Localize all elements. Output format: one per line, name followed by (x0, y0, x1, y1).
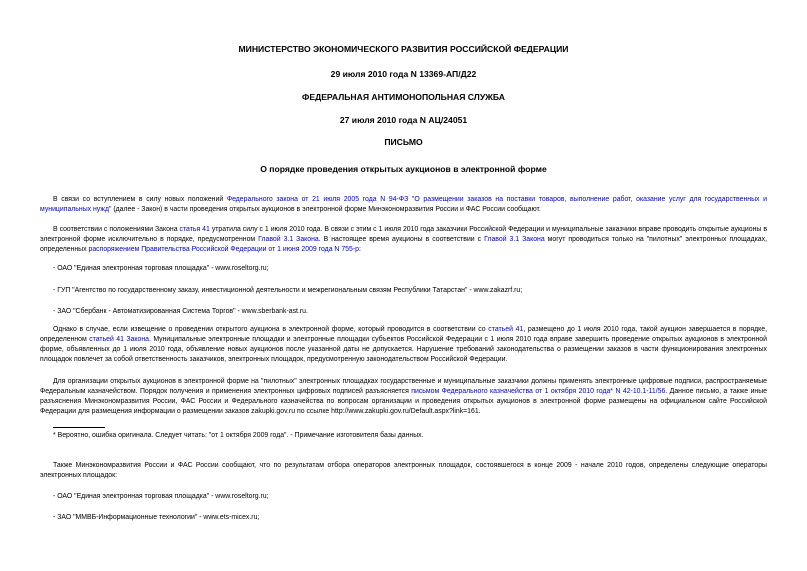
paragraph-intro (40, 195, 767, 215)
document-subject: О порядке проведения открытых аукционов в электронной форме (260, 164, 547, 174)
link-chapter-3-1-second[interactable]: Главой 3.1 Закона (484, 236, 545, 243)
footnote-divider (53, 427, 105, 428)
link-article-41[interactable]: статья 41 (179, 226, 210, 233)
list-item: - ГУП "Агентство по государственному заказу, инвестиционной деятельности и межрегиональным связям Республики Татарстан" - www.zakazrf.ru; (53, 287, 523, 294)
text: . В настоящее время аукционы в соответствии с (318, 236, 485, 243)
service-title: ФЕДЕРАЛЬНАЯ АНТИМОНОПОЛЬНАЯ СЛУЖБА (302, 92, 505, 102)
text: Однако в случае, если извещение о проведении открытого аукциона в электронной форме, который проводится в соответствии со (53, 326, 489, 333)
text: Для организации открытых аукционов в электронной форме на "пилотных" электронных площадках государственные и муниципальные заказчики должны применять электронные цифровые подписи, распространяемые Федеральным казначейством. Порядок получения и применения электронных цифровых подписей разъясняется (40, 378, 767, 395)
paragraph-transition (40, 325, 767, 365)
ministry-title: МИНИСТЕРСТВО ЭКОНОМИЧЕСКОГО РАЗВИТИЯ РОССИЙСКОЙ ФЕДЕРАЦИИ (238, 44, 569, 54)
paragraph-digital-signatures (40, 377, 767, 417)
text: В соответствии с положениями Закона (53, 226, 180, 233)
list-item: - ОАО "Единая электронная торговая площадка" - www.roseltorg.ru; (53, 265, 269, 272)
link-chapter-3-1[interactable]: Главой 3.1 Закона (258, 236, 319, 243)
paragraph-operators: Также Минэкономразвития России и ФАС России сообщают, что по результатам отбора операторов электронных площадок, состоявшегося в конце 2009 - начале 2010 годов, определены следующие операторы электронных площадок: (40, 462, 767, 479)
link-government-order-755r[interactable]: распоряжением Правительства Российской Федерации от 1 июня 2009 года N 755-р (88, 246, 359, 253)
text: В связи со вступлением в силу новых положений (53, 196, 227, 203)
link-federal-law-94fz[interactable]: Федерального закона от 21 июля 2005 года N 94-ФЗ "О размещении заказов на поставки товаров, выполнение работ, оказание услуг для государственных и муниципальных нужд" (40, 196, 767, 213)
text: (далее - Закон) в части проведения открытых аукционов в электронной форме Минэкономразвития России и ФАС России сообщают. (111, 206, 541, 213)
text: : (358, 246, 361, 253)
list-item: - ЗАО "Сбербанк - Автоматизированная Система Торгов" - www.sberbank-ast.ru. (53, 308, 308, 315)
paragraph-article-41 (40, 225, 767, 255)
text: . Данное письмо, а также иные разъяснения Минэкономразвития России, ФАС России и Федерального казначейства по вопросам организации и проведения открытых аукционов в электронной форме размещены на официальном сайте Российской Федерации для размещения информации о размещении заказов zakupki.gov.ru по ссылке http://www.zakupki.gov.ru/Default.aspx?link=161. (40, 388, 768, 415)
link-article-41[interactable]: статьей 41 (488, 326, 524, 333)
list-item: - ОАО "Единая электронная торговая площадка" - www.roseltorg.ru; (53, 493, 269, 500)
list-item: - ЗАО "ММВБ-Информационные технологии" - www.ets-micex.ru; (53, 514, 260, 521)
link-article-41-law[interactable]: статьей 41 Закона (89, 336, 149, 343)
text: могут проводиться только на "пилотных" электронных площадках, определенных (40, 236, 767, 253)
service-date: 27 июля 2010 года N АЦ/24051 (339, 115, 468, 125)
text: утратила силу с 1 июля 2010 года. В связи с этим с 1 июля 2010 года заказчики Российской Федерации и муниципальные заказчики вправе проводить открытые аукционы в электронной форме исключительно в порядке, предусмотренном (40, 226, 767, 243)
document-type: ПИСЬМО (384, 137, 423, 147)
ministry-date: 29 июля 2010 года N 13369-АП/Д22 (330, 69, 477, 79)
text: . Муниципальные электронные площадки и электронные площадки субъектов Российской Федерации с 1 июля 2010 года вправе завершить проведение открытых аукционов в электронной форме, объявленных до 1 июля 2010 года, объявление новых аукционов после указанной даты не допускается. Нарушение требований законодательства о размещении заказов в части функционирования электронных площадок повлечет за собой ответственность заказчиков, электронных площадок, предусмотренную законодательством Российской Федерации. (40, 336, 767, 363)
text: , размещено до 1 июля 2010 года, такой аукцион завершается в порядке, определенном (40, 326, 768, 343)
footnote: * Вероятно, ошибка оригинала. Следует читать: "от 1 октября 2009 года". - Примечание изготовителя базы данных. (53, 432, 424, 439)
link-treasury-letter[interactable]: письмом Федерального казначейства от 1 октября 2010 года* N 42-10.1-11/56 (411, 388, 666, 395)
